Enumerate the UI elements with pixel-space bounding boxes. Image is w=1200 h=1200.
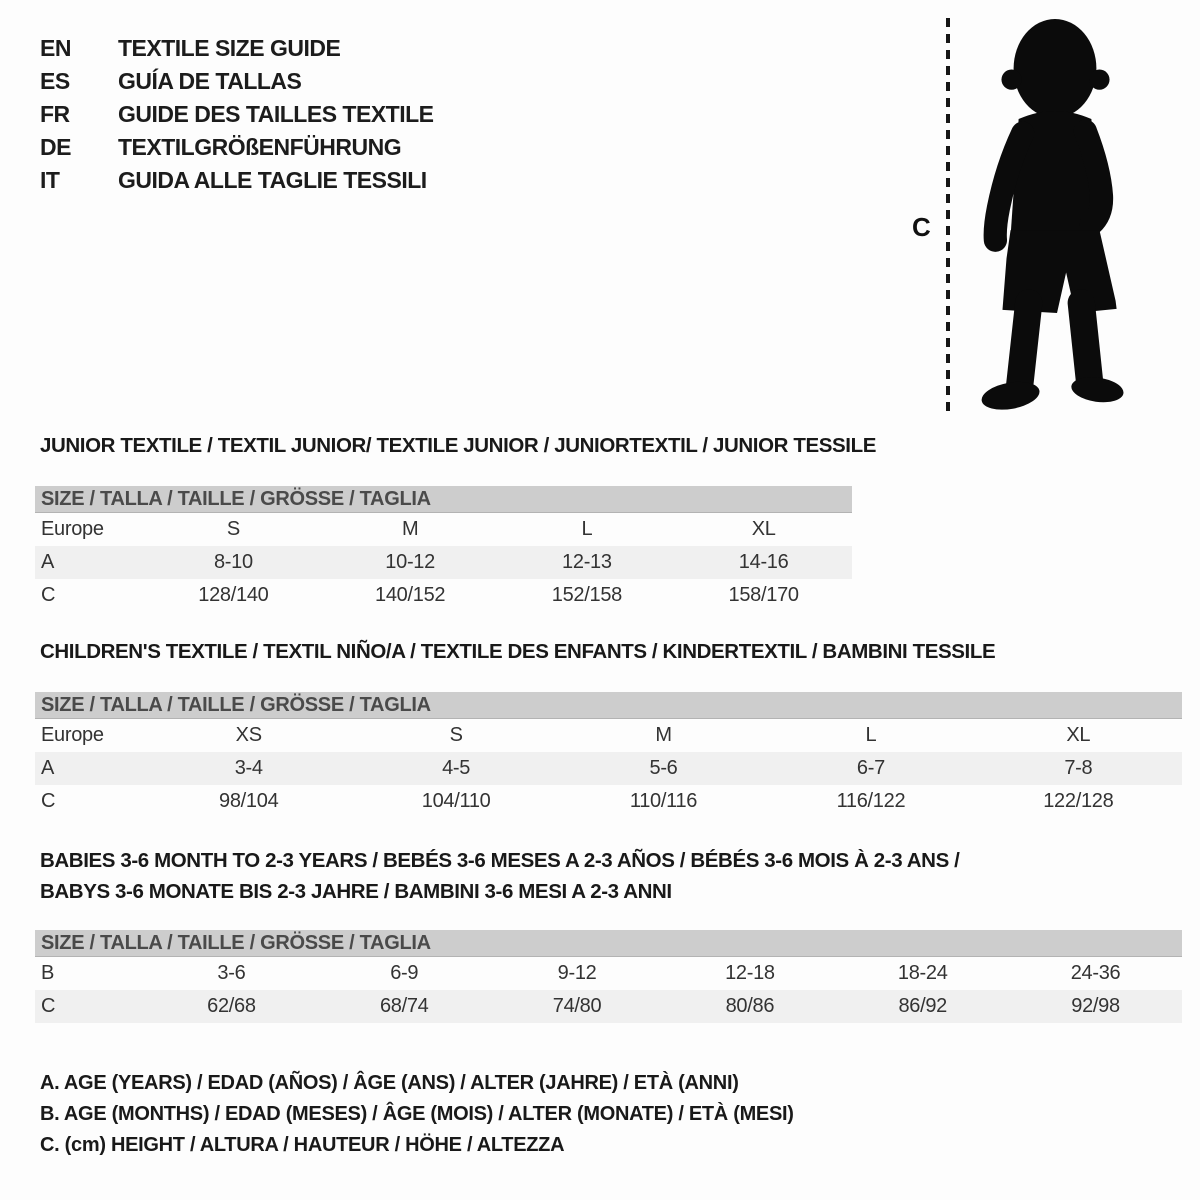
- legend-line-b: B. AGE (MONTHS) / EDAD (MESES) / ÂGE (MOIS) / ALTER (MONATE) / ETÀ (MESI): [40, 1103, 794, 1125]
- size-cell: XS: [235, 724, 262, 746]
- size-cell: M: [401, 518, 419, 540]
- lang-row-en: [40, 32, 434, 65]
- value-cell: 152/158: [551, 584, 622, 606]
- value-cell: 12-18: [725, 962, 775, 984]
- value-cell: 98/104: [219, 790, 279, 812]
- lang-row-it: [40, 164, 434, 197]
- value-cell: 140/152: [375, 584, 446, 606]
- table-row-europe: [35, 719, 1182, 752]
- value-cell: 6-7: [856, 757, 885, 779]
- row-label: B: [41, 962, 55, 984]
- table-row-height: [35, 990, 1182, 1023]
- babies-title-line2: BABYS 3-6 MONATE BIS 2-3 JAHRE / BAMBINI 3-6 MESI A 2-3 ANNI: [40, 880, 672, 903]
- row-label: C: [41, 995, 56, 1017]
- value-cell: 4-5: [442, 757, 471, 779]
- table-row-europe: [35, 513, 852, 546]
- size-cell: L: [581, 518, 593, 540]
- table-row-age: [35, 546, 852, 579]
- table-row-height: [35, 785, 1182, 818]
- size-header-bar: SIZE / TALLA / TAILLE / GRÖSSE / TAGLIA: [35, 930, 1182, 957]
- table-row-age: [35, 752, 1182, 785]
- lang-title: TEXTILE SIZE GUIDE: [118, 35, 341, 61]
- size-header-bar: SIZE / TALLA / TAILLE / GRÖSSE / TAGLIA: [35, 486, 852, 513]
- value-cell: 122/128: [1043, 790, 1114, 812]
- value-cell: 68/74: [379, 995, 429, 1017]
- language-title-list: [40, 32, 434, 197]
- value-cell: 128/140: [198, 584, 269, 606]
- lang-code: EN: [40, 35, 71, 61]
- value-cell: 3-6: [217, 962, 246, 984]
- value-cell: 80/86: [725, 995, 775, 1017]
- size-cell: XL: [1066, 724, 1091, 746]
- table-row-height: [35, 579, 852, 612]
- lang-row-fr: [40, 98, 434, 131]
- value-cell: 12-13: [562, 551, 612, 573]
- value-cell: 86/92: [898, 995, 947, 1017]
- value-cell: 92/98: [1071, 995, 1120, 1017]
- value-cell: 62/68: [207, 995, 256, 1017]
- lang-row-de: [40, 131, 434, 164]
- size-cell: XL: [751, 518, 776, 540]
- lang-row-es: [40, 65, 434, 98]
- children-section-title: CHILDREN'S TEXTILE / TEXTIL NIÑO/A / TEXTILE DES ENFANTS / KINDERTEXTIL / BAMBINI TESSILE: [40, 640, 996, 663]
- measurement-legend: [40, 1068, 794, 1161]
- legend-line-a: A. AGE (YEARS) / EDAD (AÑOS) / ÂGE (ANS) / ALTER (JAHRE) / ETÀ (ANNI): [40, 1072, 739, 1094]
- lang-title: GUÍA DE TALLAS: [118, 68, 302, 94]
- size-cell: S: [449, 724, 463, 746]
- value-cell: 74/80: [552, 995, 602, 1017]
- babies-section-title: [40, 845, 959, 907]
- row-label: A: [41, 757, 55, 779]
- babies-title-line1: BABIES 3-6 MONTH TO 2-3 YEARS / BEBÉS 3-6 MESES A 2-3 AÑOS / BÉBÉS 3-6 MOIS À 2-3 ANS /: [40, 849, 960, 872]
- row-label: A: [41, 551, 55, 573]
- babies-size-table: [35, 930, 1182, 1023]
- junior-size-table: [35, 486, 852, 612]
- lang-title: GUIDE DES TAILLES TEXTILE: [118, 101, 434, 127]
- row-label: Europe: [41, 724, 104, 746]
- size-header-bar: SIZE / TALLA / TAILLE / GRÖSSE / TAGLIA: [35, 692, 1182, 719]
- value-cell: 3-4: [234, 757, 263, 779]
- value-cell: 158/170: [728, 584, 799, 606]
- lang-title: GUIDA ALLE TAGLIE TESSILI: [118, 167, 427, 193]
- size-cell: S: [226, 518, 240, 540]
- value-cell: 9-12: [557, 962, 597, 984]
- lang-title: TEXTILGRÖßENFÜHRUNG: [118, 134, 402, 160]
- lang-code: IT: [40, 167, 60, 193]
- row-label: Europe: [41, 518, 104, 540]
- children-size-table: [35, 692, 1182, 818]
- value-cell: 5-6: [649, 757, 678, 779]
- lang-code: ES: [40, 68, 70, 94]
- size-cell: L: [865, 724, 877, 746]
- value-cell: 14-16: [738, 551, 789, 573]
- value-cell: 24-36: [1070, 962, 1121, 984]
- row-label: C: [41, 584, 56, 606]
- lang-code: FR: [40, 101, 70, 127]
- value-cell: 18-24: [897, 962, 948, 984]
- legend-line-c: C. (cm) HEIGHT / ALTURA / HAUTEUR / HÖHE / ALTEZZA: [40, 1134, 565, 1156]
- height-measure-label: C: [912, 212, 931, 242]
- value-cell: 104/110: [421, 790, 491, 812]
- lang-code: DE: [40, 134, 71, 160]
- value-cell: 6-9: [390, 962, 419, 984]
- value-cell: 8-10: [213, 551, 253, 573]
- row-label: C: [41, 790, 56, 812]
- value-cell: 110/116: [629, 790, 698, 812]
- table-row-months: [35, 957, 1182, 990]
- height-dashed-line: [946, 18, 950, 415]
- junior-section-title: JUNIOR TEXTILE / TEXTIL JUNIOR/ TEXTILE JUNIOR / JUNIORTEXTIL / JUNIOR TESSILE: [40, 434, 876, 457]
- size-cell: M: [655, 724, 672, 746]
- value-cell: 116/122: [836, 790, 906, 812]
- toddler-silhouette-icon: [963, 16, 1147, 420]
- value-cell: 10-12: [385, 551, 435, 573]
- value-cell: 7-8: [1064, 757, 1093, 779]
